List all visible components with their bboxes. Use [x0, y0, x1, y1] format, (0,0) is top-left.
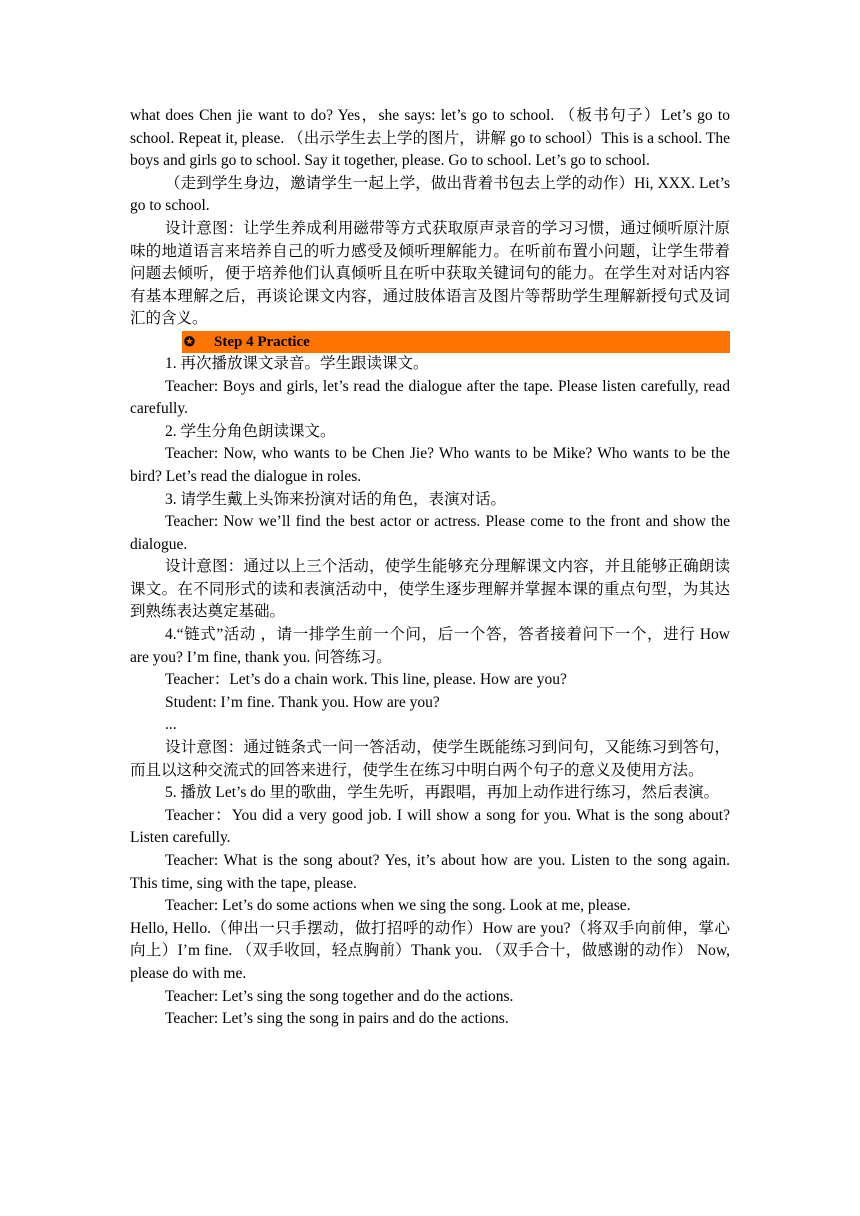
- paragraph-classroom-action: （走到学生身边，邀请学生一起上学，做出背着书包去上学的动作）Hi, XXX. Let’s go to school.: [130, 174, 730, 215]
- teacher-line: Teacher: Boys and girls, let’s read the dialogue after the tape. Please listen carefully, read carefully.: [130, 377, 730, 418]
- teacher-line: Teacher: Let’s sing the song in pairs and do the actions.: [165, 1010, 509, 1028]
- paragraph-design-intent: 设计意图：让学生养成利用磁带等方式获取原声录音的学习习惯，通过倾听原汁原味的地道语言来培养自己的听力感受及倾听理解能力。在听前布置小问题，让学生带着问题去倾听，便于培养他们认真倾听且在听中获取关键词句的能力。在学生对对话内容有基本理解之后，再谈论课文内容，通过肢体语言及图片等帮助学生理解新授句式及词汇的含义。: [130, 219, 730, 328]
- ellipsis: ...: [165, 716, 177, 734]
- teacher-line: Teacher: What is the song about? Yes, it’s about how are you. Listen to the song again. This time, sing with the tape, please.: [130, 852, 730, 892]
- design-intent: 设计意图：通过以上三个活动，使学生能够充分理解课文内容，并且能够正确朗读课文。在不同形式的读和表演活动中，使学生逐步理解并掌握本课的重点句型，为其达到熟练表达奠定基础。: [130, 558, 730, 621]
- design-intent: 设计意图：通过链条式一问一答活动，使学生既能练习到问句，又能练习到答句，而且以这种交流式的回答来进行，使学生在练习中明白两个句子的意义及使用方法。: [130, 739, 730, 779]
- step-heading: [182, 331, 730, 353]
- teacher-line: Teacher: Let’s sing the song together and do the actions.: [165, 987, 514, 1005]
- step-title: Step 4 Practice: [214, 333, 310, 350]
- practice-item: 4.“链式”活动 ，请一排学生前一个问，后一个答，答者接着问下一个，进行 How are you? I’m fine, thank you. 问答练习。: [130, 626, 730, 666]
- teacher-line: Teacher：You did a very good job. I will show a song for you. What is the song about? Listen carefully.: [130, 806, 730, 847]
- teacher-line: Teacher: Now we’ll find the best actor or actress. Please come to the front and show the dialogue.: [130, 513, 730, 553]
- teacher-line: Teacher: Let’s do some actions when we sing the song. Look at me, please.: [165, 897, 631, 915]
- practice-item: 5. 播放 Let’s do 里的歌曲，学生先听，再跟唱，再加上动作进行练习，然后表演。: [165, 784, 720, 802]
- practice-item: 3. 请学生戴上头饰来扮演对话的角色，表演对话。: [165, 490, 507, 508]
- song-actions: Hello, Hello.（伸出一只手摆动，做打招呼的动作）How are you?（将双手向前伸，掌心向上）I’m fine. （双手收回，轻点胸前）Thank you. （双手合十，做感谢的动作） Now, please do with me.: [130, 919, 730, 982]
- teacher-line: Teacher：Let’s do a chain work. This line, please. How are you?: [165, 671, 567, 689]
- practice-item: 1. 再次播放课文录音。学生跟读课文。: [165, 354, 429, 372]
- star-icon: ✪: [184, 333, 195, 349]
- practice-item: 2. 学生分角色朗读课文。: [165, 422, 336, 440]
- paragraph-dialogue-continued: what does Chen jie want to do? Yes，she says: let’s go to school. （板书句子）Let’s go to school. Repeat it, please. （出示学生去上学的图片，讲解 go to school）This is a school. The boys and girls go to school. Say it together, please. Go to school. Let’s go to school.: [130, 107, 730, 170]
- teacher-line: Teacher: Now, who wants to be Chen Jie? Who wants to be Mike? Who wants to be the bird? Let’s read the dialogue in roles.: [130, 445, 730, 485]
- student-line: Student: I’m fine. Thank you. How are you?: [165, 693, 440, 711]
- document-body: [130, 105, 730, 1031]
